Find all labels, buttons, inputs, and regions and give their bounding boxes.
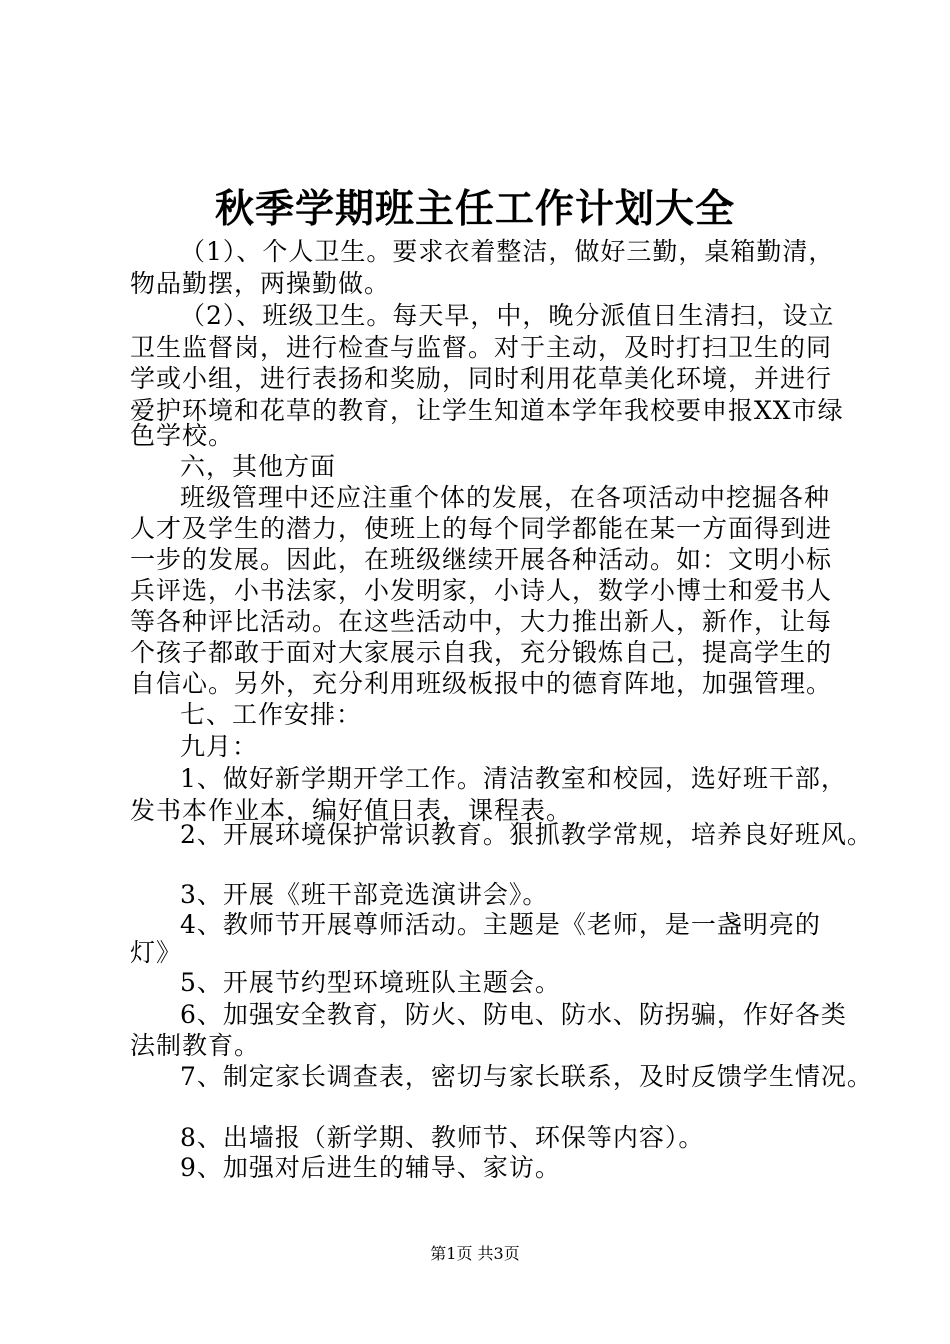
paragraph-line: 一步的发展。因此，在班级继续开展各种活动。如：文明小标 [130, 545, 833, 574]
section-heading: 六，其他方面 [180, 452, 337, 481]
section-heading: 七、工作安排： [180, 700, 363, 729]
list-item-continuation: 灯》 [130, 938, 183, 967]
list-item: 2、开展环境保护常识教育。狠抓教学常规，培养良好班风。 [180, 820, 873, 849]
paragraph-line: 学或小组，进行表扬和奖励，同时利用花草美化环境，并进行 [130, 364, 833, 393]
document-title: 秋季学期班主任工作计划大全 [214, 186, 735, 232]
paragraph-line: 物品勤摆，两操勤做。 [130, 269, 391, 298]
list-item-continuation: 法制教育。 [130, 1031, 261, 1060]
list-item: 7、制定家长调查表，密切与家长联系，及时反馈学生情况。 [180, 1062, 873, 1091]
paragraph-line: 个孩子都敢于面对大家展示自我，充分锻炼自己，提高学生的 [130, 638, 833, 667]
list-item: 3、开展《班干部竞选演讲会》。 [180, 880, 549, 909]
paragraph-line: 班级管理中还应注重个体的发展，在各项活动中挖掘各种 [180, 483, 831, 512]
paragraph-line: 等各种评比活动。在这些活动中，大力推出新人，新作，让每 [130, 607, 833, 636]
paragraph-line: 人才及学生的潜力，使班上的每个同学都能在某一方面得到进 [130, 514, 833, 543]
paragraph-line: 卫生监督岗，进行检查与监督。对于主动，及时打扫卫生的同 [130, 333, 833, 362]
month-heading: 九月： [180, 732, 259, 761]
list-item: 1、做好新学期开学工作。清洁教室和校园，选好班干部， [180, 764, 847, 793]
list-item: 6、加强安全教育，防火、防电、防水、防拐骗，作好各类 [180, 1000, 847, 1029]
paragraph-line: 自信心。另外，充分利用班级板报中的德育阵地，加强管理。 [130, 669, 833, 698]
page-number-footer: 第1页 共3页 [430, 1244, 520, 1263]
list-item: 8、出墙报（新学期、教师节、环保等内容）。 [180, 1123, 705, 1152]
paragraph-line: 爱护环境和花草的教育，让学生知道本学年我校要申报XX市绿 [130, 396, 844, 425]
list-item-continuation: 发书本作业本，编好值日表，课程表。 [130, 796, 573, 825]
list-item: 5、开展节约型环境班队主题会。 [180, 968, 561, 997]
list-item: 4、教师节开展尊师活动。主题是《老师，是一盏明亮的 [180, 910, 821, 939]
paragraph-line: （1）、个人卫生。要求衣着整洁，做好三勤，桌箱勤清， [180, 237, 835, 266]
paragraph-line: （2）、班级卫生。每天早，中，晚分派值日生清扫，设立 [180, 301, 835, 330]
paragraph-line: 色学校。 [130, 421, 235, 450]
list-item: 9、加强对后进生的辅导、家访。 [180, 1153, 561, 1182]
paragraph-line: 兵评选，小书法家，小发明家，小诗人，数学小博士和爱书人 [130, 576, 833, 605]
